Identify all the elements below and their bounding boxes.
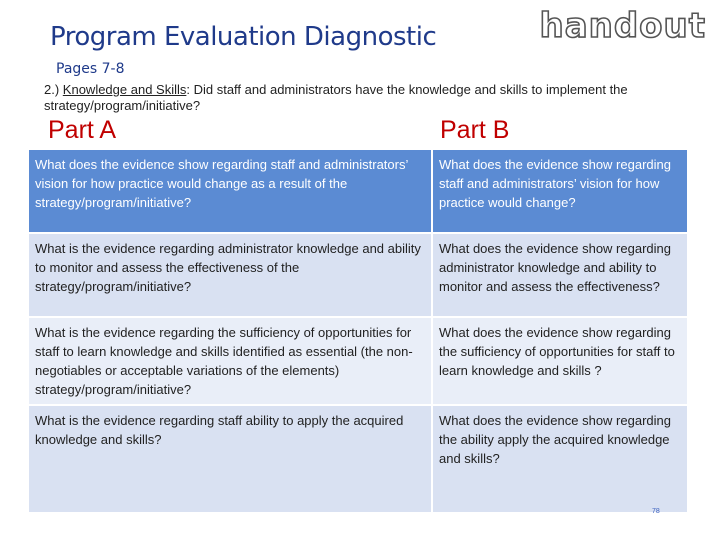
- part-a-question: What is the evidence regarding administrator knowledge and ability to monitor and assess the effectiveness of the strategy/program/initiative?: [28, 233, 432, 317]
- page-number: 78: [652, 508, 660, 515]
- page-title: Program Evaluation Diagnostic: [50, 22, 437, 52]
- part-a-heading: Part A: [48, 116, 117, 144]
- part-a-question: What is the evidence regarding the sufficiency of opportunities for staff to learn knowledge and skills identified as essential (the non-negotiables or acceptable variations of the elements) strategy/program/initiative?: [28, 317, 432, 405]
- page-range-subtitle: Pages 7-8: [56, 61, 125, 77]
- part-b-question: What does the evidence show regarding staff and administrators’ vision for how practice would change?: [432, 149, 688, 233]
- table-row: [28, 317, 688, 405]
- part-b-question: What does the evidence show regarding administrator knowledge and ability to monitor and assess the effectiveness?: [432, 233, 688, 317]
- prompt-keyword: Knowledge and Skills: [62, 82, 187, 97]
- handout-badge: handout: [539, 6, 706, 46]
- part-a-question: What is the evidence regarding staff ability to apply the acquired knowledge and skills?: [28, 405, 432, 513]
- part-b-heading: Part B: [440, 116, 510, 144]
- table-row: [28, 149, 688, 233]
- part-a-question: What does the evidence show regarding staff and administrators’ vision for how practice would change as a result of the strategy/program/initiative?: [28, 149, 432, 233]
- table-row: [28, 405, 688, 513]
- evidence-questions-table: [27, 148, 689, 514]
- section-prompt: [44, 82, 704, 114]
- prompt-text: : Did staff and administrators have the knowledge and skills to implement the strategy/program/initiative?: [44, 82, 628, 113]
- prompt-number: 2.): [44, 82, 63, 97]
- part-b-question: What does the evidence show regarding the ability apply the acquired knowledge and skills?: [432, 405, 688, 513]
- table-row: [28, 233, 688, 317]
- part-b-question: What does the evidence show regarding the sufficiency of opportunities for staff to learn knowledge and skills ?: [432, 317, 688, 405]
